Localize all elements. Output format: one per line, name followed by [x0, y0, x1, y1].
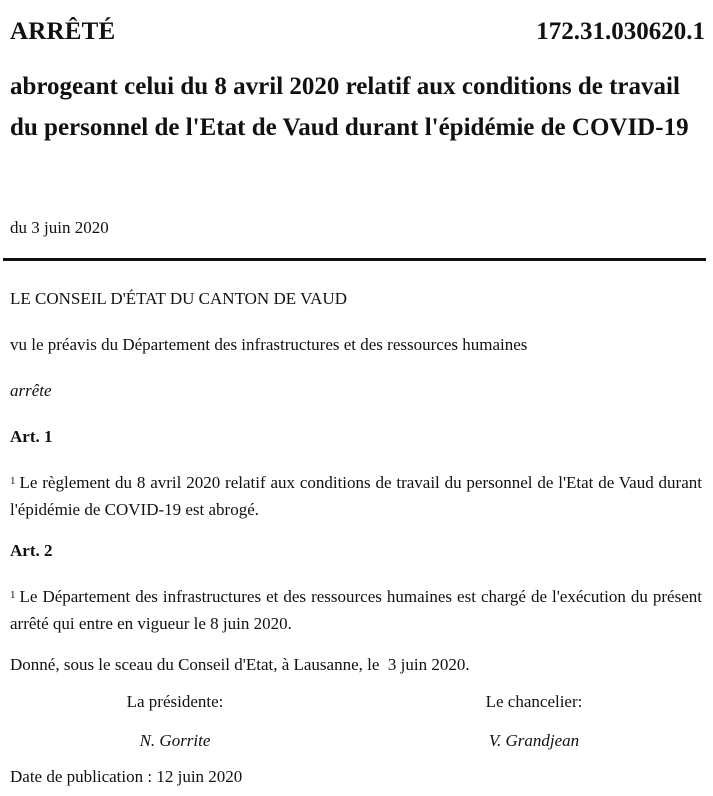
article-2-text: Le Département des infrastructures et des ressources humaines est chargé de l'exécution du présent arrêté qui entre en vigueur le 8 juin 2020.	[10, 587, 702, 633]
document-title: abrogeant celui du 8 avril 2020 relatif aux conditions de travail du personnel de l'Etat de Vaud durant l'épidémie de COVID-19	[10, 73, 689, 141]
decree-word: arrête	[10, 381, 52, 400]
given-at-statement: Donné, sous le sceau du Conseil d'Etat, à Lausanne, le 3 juin 2020.	[10, 655, 470, 674]
header-divider	[3, 258, 706, 261]
article-1-text: Le règlement du 8 avril 2020 relatif aux conditions de travail du personnel de l'Etat de Vaud durant l'épidémie de COVID-19 est abrogé.	[10, 473, 702, 519]
document-type: ARRÊTÉ	[10, 18, 116, 45]
paragraph-number: 1	[10, 589, 16, 601]
chancellor-title: Le chancelier:	[485, 692, 583, 711]
article-1-paragraph	[10, 469, 702, 523]
president-title: La présidente:	[126, 692, 224, 711]
document-number: 172.31.030620.1	[536, 18, 705, 45]
document-date: du 3 juin 2020	[10, 218, 109, 237]
issuing-authority: LE CONSEIL D'ÉTAT DU CANTON DE VAUD	[10, 289, 347, 308]
article-2-paragraph	[10, 583, 702, 637]
preamble: vu le préavis du Département des infrastructures et des ressources humaines	[10, 335, 528, 354]
publication-date: Date de publication : 12 juin 2020	[10, 767, 243, 786]
article-1-heading: Art. 1	[10, 427, 53, 446]
chancellor-name: V. Grandjean	[488, 731, 580, 750]
president-name: N. Gorrite	[139, 731, 211, 750]
article-2-heading: Art. 2	[10, 541, 53, 560]
paragraph-number: 1	[10, 475, 16, 487]
